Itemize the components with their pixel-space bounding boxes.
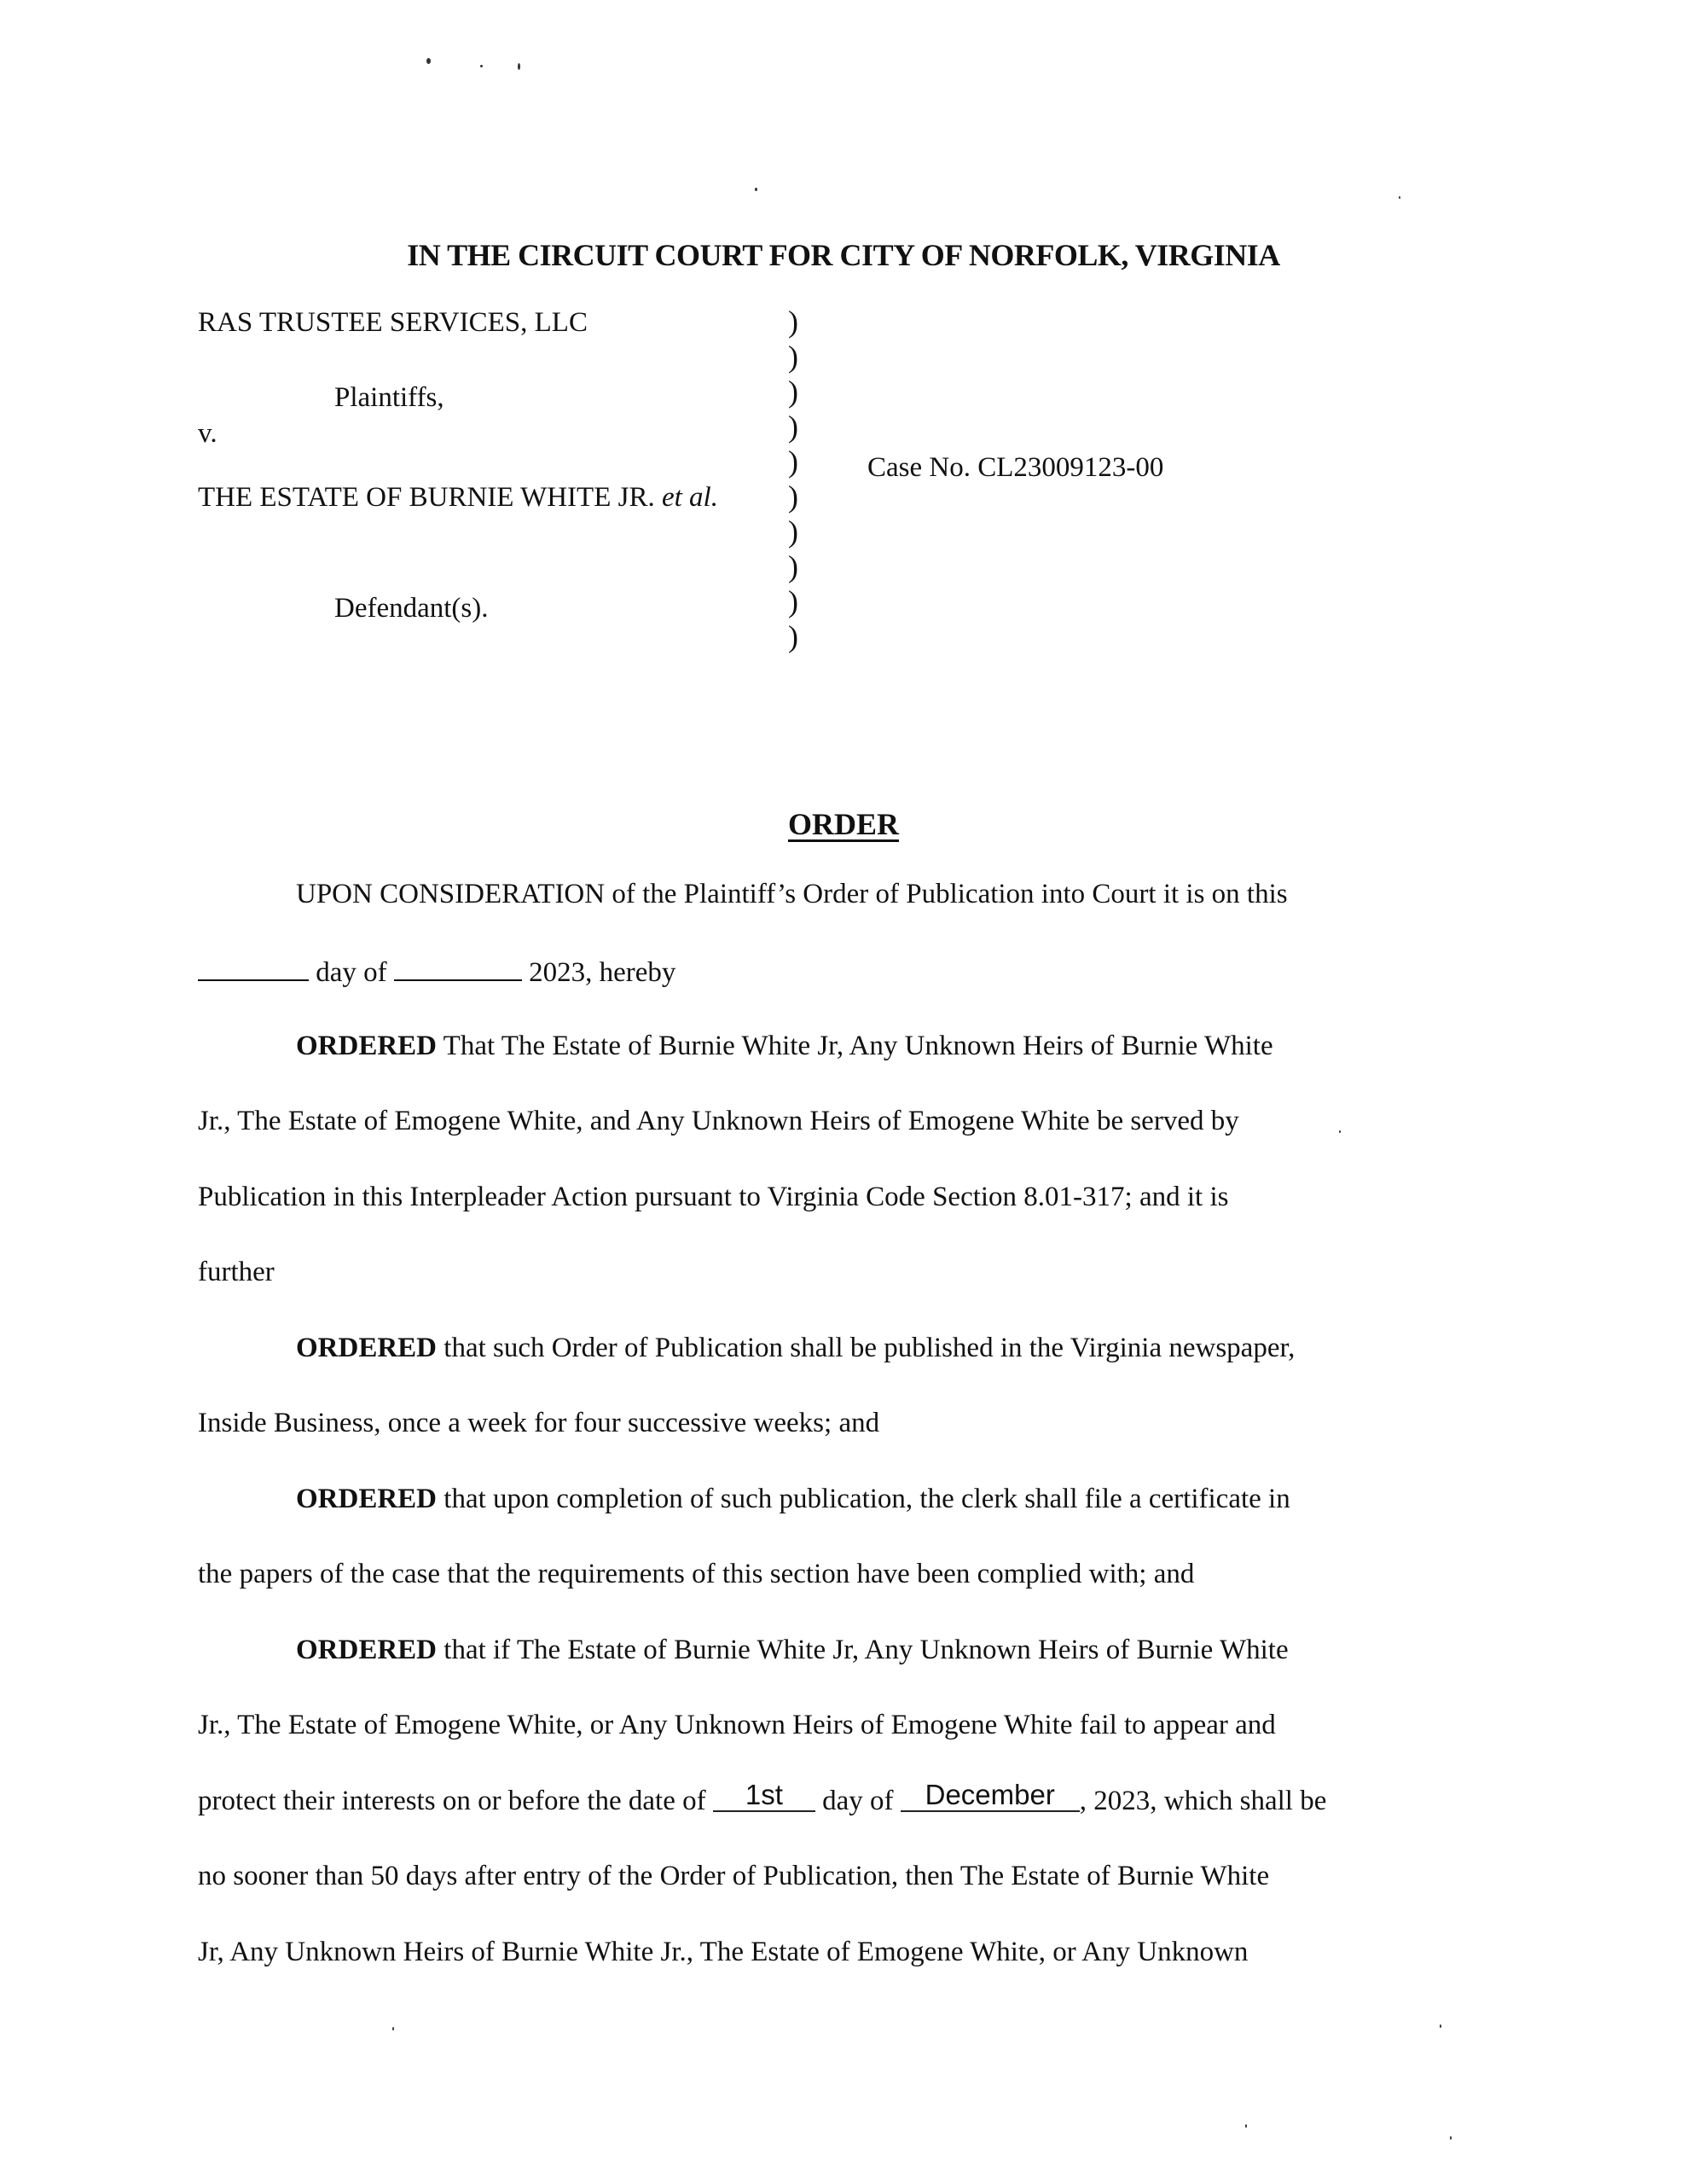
scan-speck — [755, 188, 757, 191]
ordered-2-line-2: Inside Business, once a week for four successive weeks; and — [198, 1408, 880, 1438]
paren: ) — [788, 514, 798, 549]
paren: ) — [788, 444, 798, 479]
ordered-lead: ORDERED — [296, 1333, 438, 1363]
scan-speck — [392, 2027, 394, 2030]
ordered-2-line-1 — [296, 1333, 1295, 1364]
scan-speck — [1245, 2124, 1247, 2128]
plaintiff-role: Plaintiffs, — [334, 382, 444, 413]
ordered-1-text: That The Estate of Burnie White Jr, Any Unknown Heirs of Burnie White — [437, 1031, 1273, 1061]
paren: ) — [788, 410, 798, 444]
ordered-3-line-2: the papers of the case that the requirements of this section have been complied with; and — [198, 1559, 1195, 1589]
scan-speck — [1450, 2136, 1452, 2140]
defendant-name — [198, 482, 718, 514]
ordered-3-text: that upon completion of such publication, the clerk shall file a certificate in — [437, 1484, 1290, 1514]
consideration-line-2 — [198, 956, 675, 989]
deadline-month-field[interactable]: December — [901, 1780, 1080, 1812]
defendant-suffix: et al. — [661, 482, 718, 513]
ordered-2-text: that such Order of Publication shall be published in the Virginia newspaper, — [437, 1333, 1296, 1363]
deadline-mid-text: day of — [815, 1786, 901, 1816]
plaintiff-name: RAS TRUSTEE SERVICES, LLC — [198, 307, 588, 338]
ordered-4-line-3 — [198, 1779, 1327, 1817]
month-blank[interactable] — [394, 956, 522, 981]
scan-speck — [1399, 196, 1400, 199]
ordered-1-line-2: Jr., The Estate of Emogene White, and Any Unknown Heirs of Emogene White be served by — [198, 1106, 1239, 1136]
defendant-name-text: THE ESTATE OF BURNIE WHITE JR. — [198, 482, 655, 513]
year-hereby-text: 2023, hereby — [529, 957, 676, 988]
ordered-1-line-1 — [296, 1031, 1273, 1062]
court-title: IN THE CIRCUIT COURT FOR CITY OF NORFOLK, VIRGINIA — [407, 238, 1280, 272]
day-of-text: day of — [316, 957, 387, 988]
scan-speck — [426, 58, 431, 64]
day-blank[interactable] — [198, 956, 309, 981]
ordered-4-line-4: no sooner than 50 days after entry of the Order of Publication, then The Estate of Burnie White — [198, 1861, 1270, 1891]
deadline-pre-text: protect their interests on or before the date of — [198, 1786, 713, 1816]
paren: ) — [788, 375, 798, 409]
scan-speck — [518, 63, 520, 70]
ordered-lead: ORDERED — [296, 1031, 438, 1061]
deadline-day-field[interactable]: 1st — [713, 1780, 815, 1812]
ordered-4-line-2: Jr., The Estate of Emogene White, or Any Unknown Heirs of Emogene White fail to appear and — [198, 1710, 1276, 1740]
ordered-4-line-5: Jr, Any Unknown Heirs of Burnie White Jr., The Estate of Emogene White, or Any Unknown — [198, 1937, 1249, 1967]
deadline-post-text: , 2023, which shall be — [1079, 1786, 1327, 1816]
case-number: Case No. CL23009123-00 — [867, 452, 1164, 483]
paren: ) — [788, 549, 798, 584]
ordered-lead: ORDERED — [296, 1484, 438, 1514]
ordered-lead: ORDERED — [296, 1635, 438, 1665]
consideration-line-1: UPON CONSIDERATION of the Plaintiff’s Order of Publication into Court it is on this — [296, 879, 1288, 909]
versus: v. — [198, 418, 217, 449]
ordered-1-line-4: further — [198, 1257, 275, 1287]
paren: ) — [788, 479, 798, 514]
ordered-3-line-1 — [296, 1484, 1290, 1515]
defendant-role: Defendant(s). — [334, 593, 489, 624]
ordered-4-line-1 — [296, 1635, 1289, 1666]
order-heading: ORDER — [787, 807, 899, 841]
scan-speck — [480, 65, 483, 67]
ordered-1-line-3: Publication in this Interpleader Action pursuant to Virginia Code Section 8.01-317; and it is — [198, 1182, 1229, 1212]
paren: ) — [788, 305, 798, 339]
scan-speck — [1440, 2024, 1441, 2028]
ordered-4-text: that if The Estate of Burnie White Jr, Any Unknown Heirs of Burnie White — [437, 1635, 1289, 1665]
paren: ) — [788, 340, 798, 374]
order-body — [198, 879, 1494, 1988]
scan-speck — [1339, 1130, 1341, 1133]
paren: ) — [788, 584, 798, 619]
paren: ) — [788, 619, 798, 653]
case-caption — [198, 307, 1477, 665]
